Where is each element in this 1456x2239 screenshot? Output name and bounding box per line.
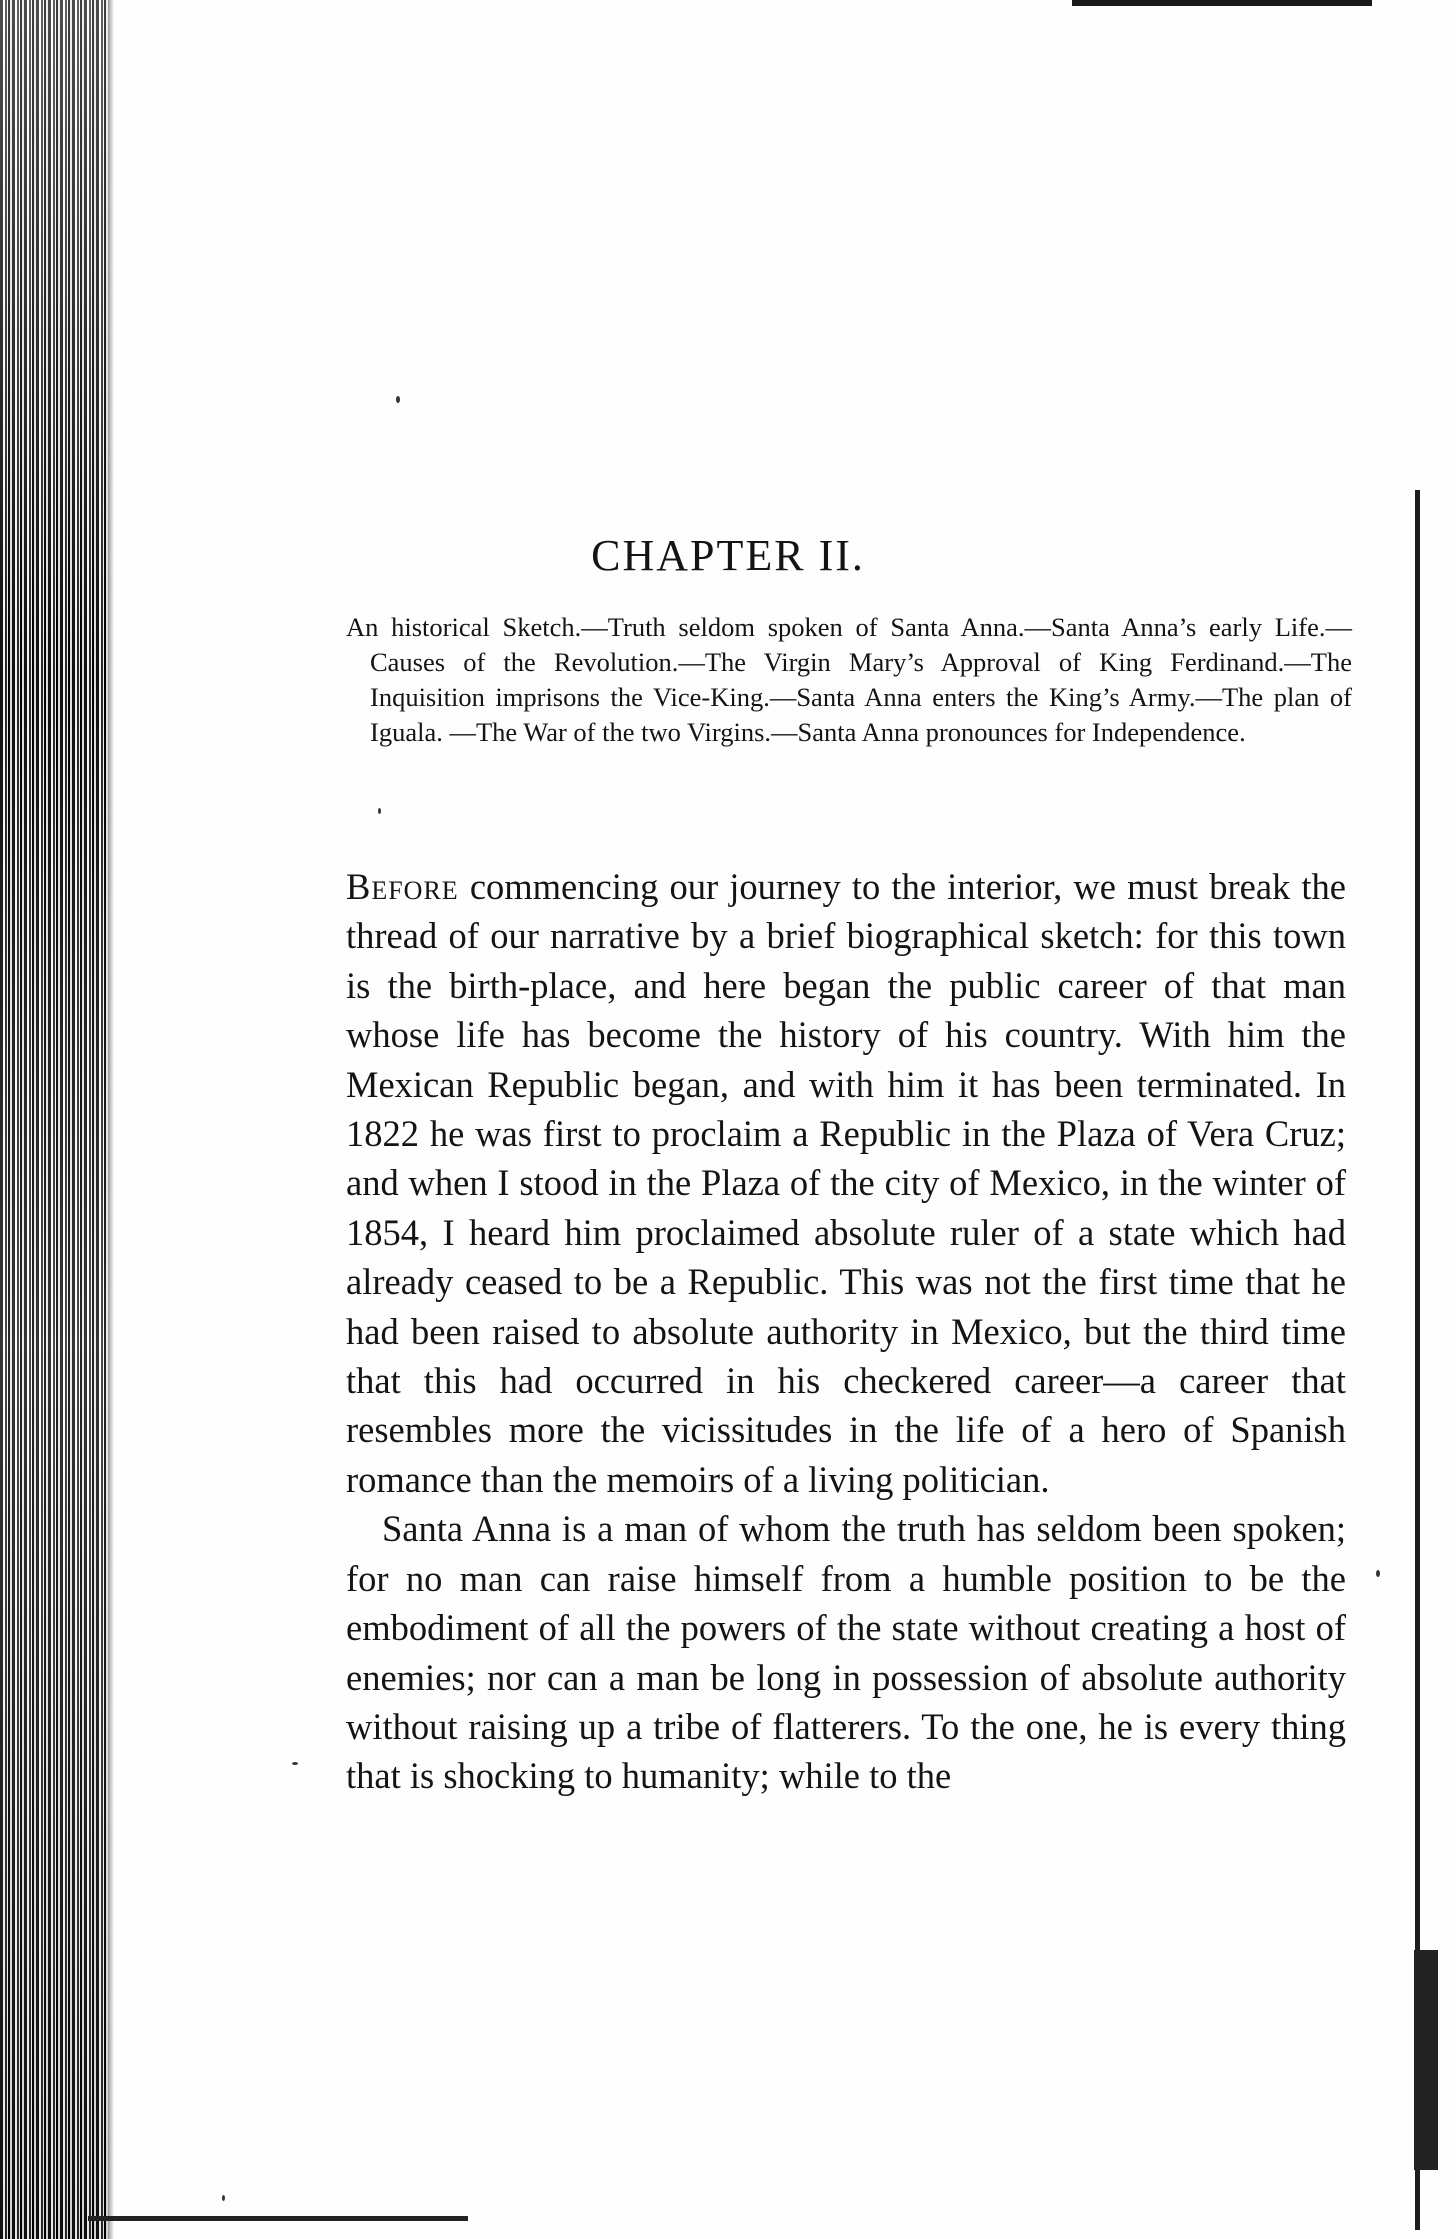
paragraph-text: commencing our journey to the interior, we must break the thread of our narrative by a brief biographical sketch: for this town is the birth-place, and here began the public career of that man whose life has become the history of his country. With him the Mexican Republic began, and with him it has been terminated. In 1822 he was first to proclaim a Republic in the Plaza of Vera Cruz; and when I stood in the Plaza of the city of Mexico, in the winter of 1854, I heard him proclaimed absolute ruler of a state which had already ceased to be a Republic. This was not the first time that he had been raised to absolute authority in Mexico, but the third time that this had occurred in his checkered career—a career that resembles more the vicissitudes in the life of a hero of Spanish romance than the memoirs of a living politician. bbox=[346, 866, 1346, 1500]
binding-shadow bbox=[108, 0, 114, 2239]
scan-speck bbox=[396, 396, 400, 403]
scan-artifact-bottom bbox=[88, 2216, 468, 2221]
scan-speck bbox=[378, 808, 381, 814]
binding-edge bbox=[0, 0, 108, 2239]
chapter-title: CHAPTER II. bbox=[591, 531, 865, 580]
paragraph-1 bbox=[346, 862, 1346, 1504]
body-text bbox=[346, 862, 1346, 1801]
paragraph-lead-word: Before bbox=[346, 866, 459, 907]
scan-speck bbox=[292, 1762, 298, 1765]
paragraph-2: Santa Anna is a man of whom the truth has seldom been spoken; for no man can raise himself from a humble position to be the embodiment of all the powers of the state without creating a host of enemies; nor can a man be long in possession of absolute authority without raising up a tribe of flatterers. To the one, he is every thing that is shocking to humanity; while to the bbox=[346, 1508, 1346, 1797]
scan-speck bbox=[1376, 1570, 1380, 1577]
scan-artifact-top bbox=[1072, 0, 1372, 6]
scan-speck bbox=[222, 2195, 225, 2201]
chapter-summary: An historical Sketch.—Truth seldom spoken of Santa Anna.—Santa Anna’s early Life.—Causes of the Revolution.—The Virgin Mary’s Approval of King Ferdinand.—The Inquisition imprisons the Vice-King.—Santa Anna enters the King’s Army.—The plan of Iguala. —The War of the two Virgins.—Santa Anna pronounces for Independence. bbox=[346, 612, 1352, 747]
scan-artifact-right-thick bbox=[1414, 1950, 1438, 2170]
